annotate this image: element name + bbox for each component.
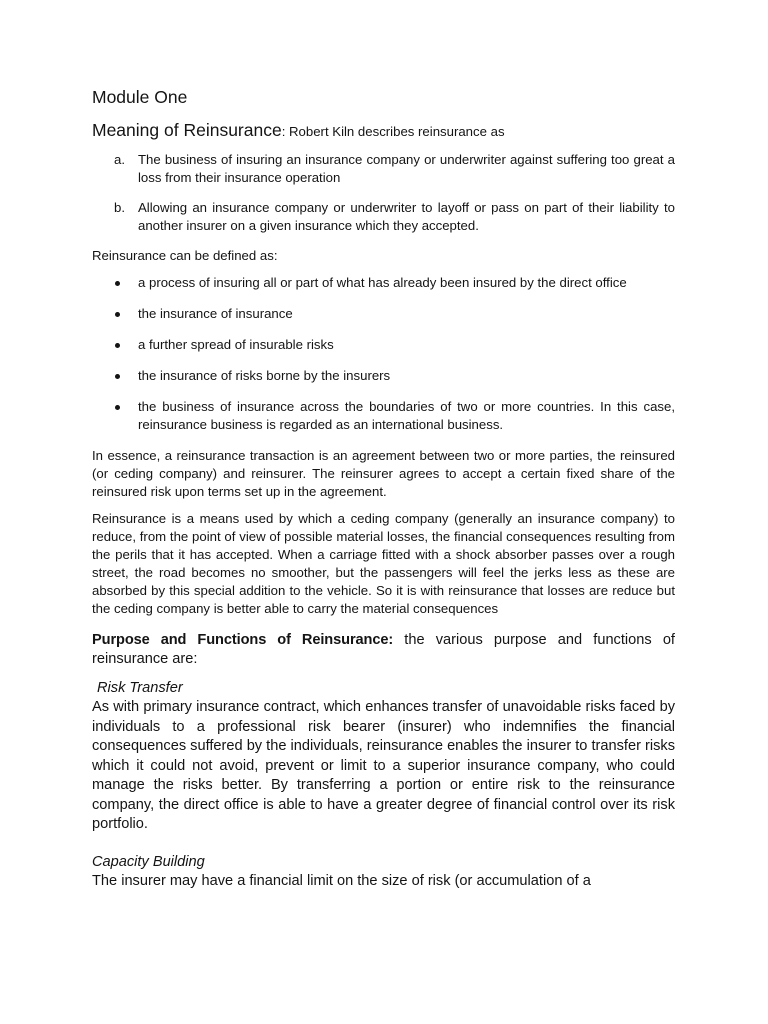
risk-transfer-paragraph: As with primary insurance contract, which enhances transfer of unavoidable risks faced by individuals to a professional risk bearer (insurer) who indemnifies the financial consequences suffered by the individuals, reinsurance enables the insurer to transfer risks which it could not avoid, prevent or limit to a superior insurance company, who could manage the risks better. By transferring a portion or entire risk to the reinsurance company, the direct office is able to have a greater degree of financial control over its risk portfolio. <box>92 699 675 832</box>
list-item <box>92 274 675 292</box>
list-item <box>92 336 675 354</box>
bullet-icon <box>115 343 120 348</box>
document-page <box>92 86 675 909</box>
bullet-icon <box>115 405 120 410</box>
list-marker: b. <box>114 200 125 215</box>
list-item <box>92 398 675 434</box>
bullet-icon <box>115 374 120 379</box>
bullet-icon <box>115 312 120 317</box>
list-item <box>92 305 675 323</box>
list-item-text: a further spread of insurable risks <box>138 337 334 352</box>
meaning-paragraph <box>92 119 675 143</box>
list-item-text: The business of insuring an insurance company or underwriter against suffering too great a loss from their insurance operation <box>138 152 675 185</box>
meaning-intro: : Robert Kiln describes reinsurance as <box>281 124 505 139</box>
means-paragraph: Reinsurance is a means used by which a ceding company (generally an insurance company) to reduce, from the point of view of possible material losses, the financial consequences resulting from the perils that it has accepted. When a carriage fitted with a shock absorber passes over a rough street, the road becomes no smoother, but the passengers will feel the jerks less as these are absorbed by this special addition to the vehicle. So it is with reinsurance that losses are reduce but the ceding company is better able to carry the material consequences <box>92 511 675 616</box>
purpose-paragraph <box>92 631 675 669</box>
purpose-intro: the various purpose and functions of reinsurance are: <box>92 632 675 667</box>
list-item-text: the insurance of insurance <box>138 306 293 321</box>
list-marker: a. <box>114 152 125 167</box>
list-item-text: the business of insurance across the boundaries of two or more countries. In this case, reinsurance business is regarded as an international business. <box>138 399 675 432</box>
list-item <box>92 199 675 235</box>
defined-as-intro: Reinsurance can be defined as: <box>92 248 278 263</box>
module-title: Module One <box>92 87 188 107</box>
risk-transfer-heading: Risk Transfer <box>97 680 183 696</box>
defined-as-list <box>92 274 675 434</box>
capacity-building-heading: Capacity Building <box>92 853 205 870</box>
essence-paragraph: In essence, a reinsurance transaction is an agreement between two or more parties, the reinsured (or ceding company) and reinsurer. The reinsurer agrees to accept a certain fixed share of the reinsured risk upon terms set up in the agreement. <box>92 448 675 499</box>
list-item <box>92 151 675 187</box>
purpose-heading: Purpose and Functions of Reinsurance: <box>92 632 394 648</box>
list-item-text: a process of insuring all or part of what has already been insured by the direct office <box>138 275 627 290</box>
capacity-building-paragraph: The insurer may have a financial limit on the size of risk (or accumulation of a <box>92 872 591 889</box>
kiln-definition-list <box>92 151 675 235</box>
bullet-icon <box>115 281 120 286</box>
meaning-heading: Meaning of Reinsurance <box>92 120 282 140</box>
list-item-text: Allowing an insurance company or underwriter to layoff or pass on part of their liability to another insurer on a given insurance which they accepted. <box>138 200 675 233</box>
list-item-text: the insurance of risks borne by the insurers <box>138 368 391 383</box>
list-item <box>92 367 675 385</box>
